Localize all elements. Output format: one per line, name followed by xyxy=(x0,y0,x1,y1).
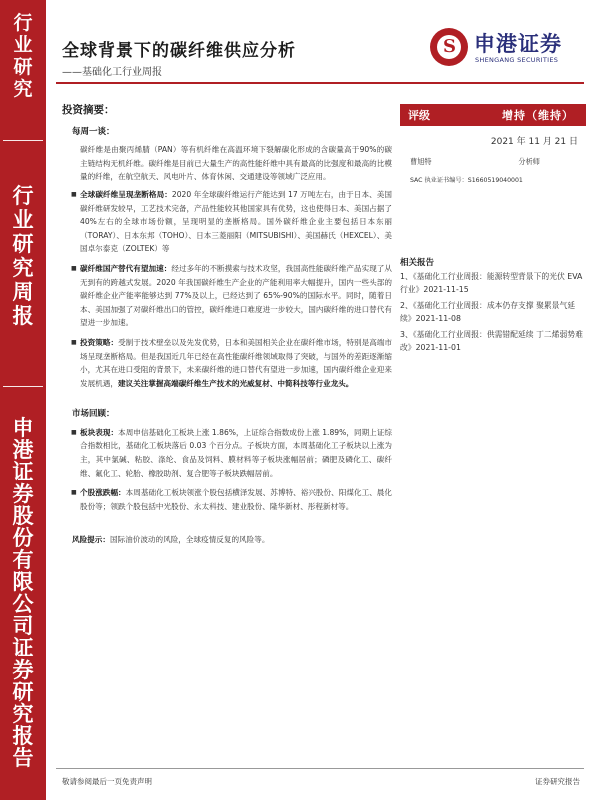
bullet-lead: 碳纤维国产替代有望加速： xyxy=(80,263,172,273)
related-report-item[interactable]: 2、《基础化工行业周报：成本仍存支撑 聚累景气延续》2021-11-08 xyxy=(400,301,576,323)
sidebar-char: 究 xyxy=(12,702,34,726)
sidebar-char: 究 xyxy=(12,256,34,280)
page-subtitle: ——基础化工行业周报 xyxy=(62,67,162,78)
main-content xyxy=(62,104,392,547)
sac-number: SAC 执业证书编号：S1660519040001 xyxy=(410,177,523,184)
left-sidebar xyxy=(0,0,46,800)
sidebar-char: 行 xyxy=(12,184,34,208)
logo-glyph: S xyxy=(443,36,456,57)
related-reports-list xyxy=(400,270,586,354)
sidebar-char: 申 xyxy=(12,416,34,440)
sidebar-char: 证 xyxy=(12,460,34,484)
sidebar-char: 究 xyxy=(13,78,33,100)
side-panel xyxy=(400,104,586,357)
sidebar-char: 研 xyxy=(13,56,33,78)
related-reports-heading: 相关报告 xyxy=(400,258,435,268)
bullet-text: 本周申信基础化工板块上涨 1.86%，上证综合指数成份上涨 1.89%，同期上证综合指数相比，基础化工板块落后 0.03 个百分点。子板块方面，本周基础化工子板块以上涨为主，其中氯碱、粘胶、涤纶、食品及饲料、膜材料等子板块涨幅居前；磷肥及磷化工、碳纤维、氟化工、轮胎、橡胶助剂、复合肥等子板块跌幅居前。 xyxy=(80,427,393,478)
bullet-investment-strategy xyxy=(80,336,392,390)
bullet-recommendation: 建议关注掌握高端碳纤维生产技术的光威复材、中简科技等行业龙头。 xyxy=(117,378,354,388)
rating-banner xyxy=(400,104,586,126)
sidebar-char: 研 xyxy=(12,232,34,256)
sidebar-char: 研 xyxy=(12,680,34,704)
rating-value: 增持（维持） xyxy=(502,109,574,122)
bullet-stock-moves xyxy=(80,486,392,513)
weekly-heading: 每周一谈： xyxy=(72,126,115,137)
logo-name-cn: 申港证券 xyxy=(474,32,562,56)
sidebar-char: 份 xyxy=(12,526,34,550)
page-title: 全球背景下的碳纤维供应分析 xyxy=(62,41,296,61)
footer-divider xyxy=(56,768,584,769)
analyst-info xyxy=(400,157,586,167)
logo-mark-icon xyxy=(430,28,468,66)
footer-report-type: 证券研究报告 xyxy=(535,777,580,786)
sidebar-char: 司 xyxy=(12,614,34,638)
bullet-lead: 投资策略： xyxy=(80,337,119,347)
report-date: 2021 年 11 月 21 日 xyxy=(490,137,578,147)
sidebar-divider xyxy=(3,386,43,387)
risk-text: 国际油价波动的风险，全球疫情反复的风险等。 xyxy=(109,535,270,545)
summary-heading: 投资摘要： xyxy=(62,104,115,116)
bullet-lead: 板块表现： xyxy=(80,427,119,437)
sidebar-char: 报 xyxy=(12,304,34,328)
sidebar-label-weekly-report xyxy=(0,186,46,327)
sidebar-divider xyxy=(3,140,43,141)
bullet-lead: 个股涨跌幅： xyxy=(80,488,126,498)
risk-notice xyxy=(72,533,392,547)
sidebar-char: 业 xyxy=(13,34,33,56)
sidebar-char: 券 xyxy=(12,658,34,682)
footer-disclaimer: 敬请参阅最后一页免责声明 xyxy=(62,777,152,786)
logo-name-en: SHENGANG SECURITIES xyxy=(475,56,559,64)
rating-label: 评级 xyxy=(408,109,430,122)
sidebar-label-company xyxy=(0,418,46,769)
sidebar-char: 限 xyxy=(12,570,34,594)
sidebar-char: 行 xyxy=(13,12,33,34)
bullet-text: 经过多年的不断摸索与技术攻坚，我国高性能碳纤维产品实现了从无到有的跨越式发展。2020 年我国碳纤维生产企业的产能利用率大幅提升，国内一些头部的碳纤维企业产能率能够达到 77%及以上，已经达到了 65%-90%的国际水平。同时，随着日本、美国加强了对碳纤维出口的管控，碳纤维进口难度进一步较大，国内碳纤维的进口替代有望进一步加速。 xyxy=(80,263,393,328)
analyst-name: 曹旭特 xyxy=(410,157,432,166)
sidebar-label-industry-research xyxy=(0,14,46,99)
sidebar-char: 股 xyxy=(12,504,34,528)
sidebar-char: 业 xyxy=(12,208,34,232)
bullet-text: 2020 年全球碳纤维运行产能达到 17 万吨左右，由于日本、美国碳纤维研发较早，工艺技术完备，产品性能较其他国家具有优势，这也使得日本、美国占据了 40%左右的全球市场份额，呈现明显的垄断格局。国外碳纤维企业主要包括日本东丽（TORAY）、日本东邦（TOHO）、日本三菱丽阳（MITSUBISHI）、美国赫氏（HEXCEL）、美国卓尔泰克（ZOLTEK）等 xyxy=(80,189,393,254)
sidebar-char: 报 xyxy=(12,724,34,748)
bullet-text: 本周基础化工板块领涨个股包括横泽发展、苏博特、裕兴股份、阳煤化工、晨化股份等；领跌个股包括中光股份、永太科技、建业股份、隆华新材、彤程新材等。 xyxy=(80,488,393,511)
bullet-global-monopoly xyxy=(80,188,392,256)
sidebar-char: 公 xyxy=(12,592,34,616)
risk-lead: 风险提示： xyxy=(72,535,110,545)
company-logo xyxy=(430,28,595,70)
sidebar-char: 告 xyxy=(12,746,34,770)
bullet-lead: 全球碳纤维呈现垄断格局： xyxy=(80,189,172,199)
related-report-item[interactable]: 3、《基础化工行业周报：供需错配延续 丁二烯弱势难改》2021-11-01 xyxy=(400,330,583,352)
intro-paragraph: 碳纤维是由聚丙烯腈（PAN）等有机纤维在高温环境下裂解碳化形成的含碳量高于90%的碳主链结构无机纤维。碳纤维是目前已大量生产的高性能纤维中具有最高的比强度和最高的比模量的纤维，在航空航天、风电叶片、体育休闲、交通建设等领域广泛应用。 xyxy=(80,145,392,182)
bullet-domestic-substitution xyxy=(80,262,392,330)
market-heading: 市场回顾： xyxy=(72,409,115,420)
sidebar-char: 有 xyxy=(12,548,34,572)
analyst-role: 分析师 xyxy=(518,157,540,166)
sidebar-char: 券 xyxy=(12,482,34,506)
sidebar-char: 港 xyxy=(12,438,34,462)
sidebar-char: 周 xyxy=(12,280,34,304)
bullet-text: 受制于技术壁垒以及先发优势，日本和美国相关企业在碳纤维市场，特别是高端市场呈现垄断格局。但是我国近几年已经在高性能碳纤维领域取得了突破，与国外的差距逐渐缩小，尤其在进口受阻的背景下，未来碳纤维的进口替代有望进一步加速，国内碳纤维企业迎来发展机遇， xyxy=(80,337,393,388)
related-report-item[interactable]: 1、《基础化工行业周报：能源转型背景下的光伏 EVA 行业》2021-11-15 xyxy=(400,272,583,294)
bullet-sector-performance xyxy=(80,426,392,480)
header-divider xyxy=(56,82,584,84)
sidebar-char: 证 xyxy=(12,636,34,660)
